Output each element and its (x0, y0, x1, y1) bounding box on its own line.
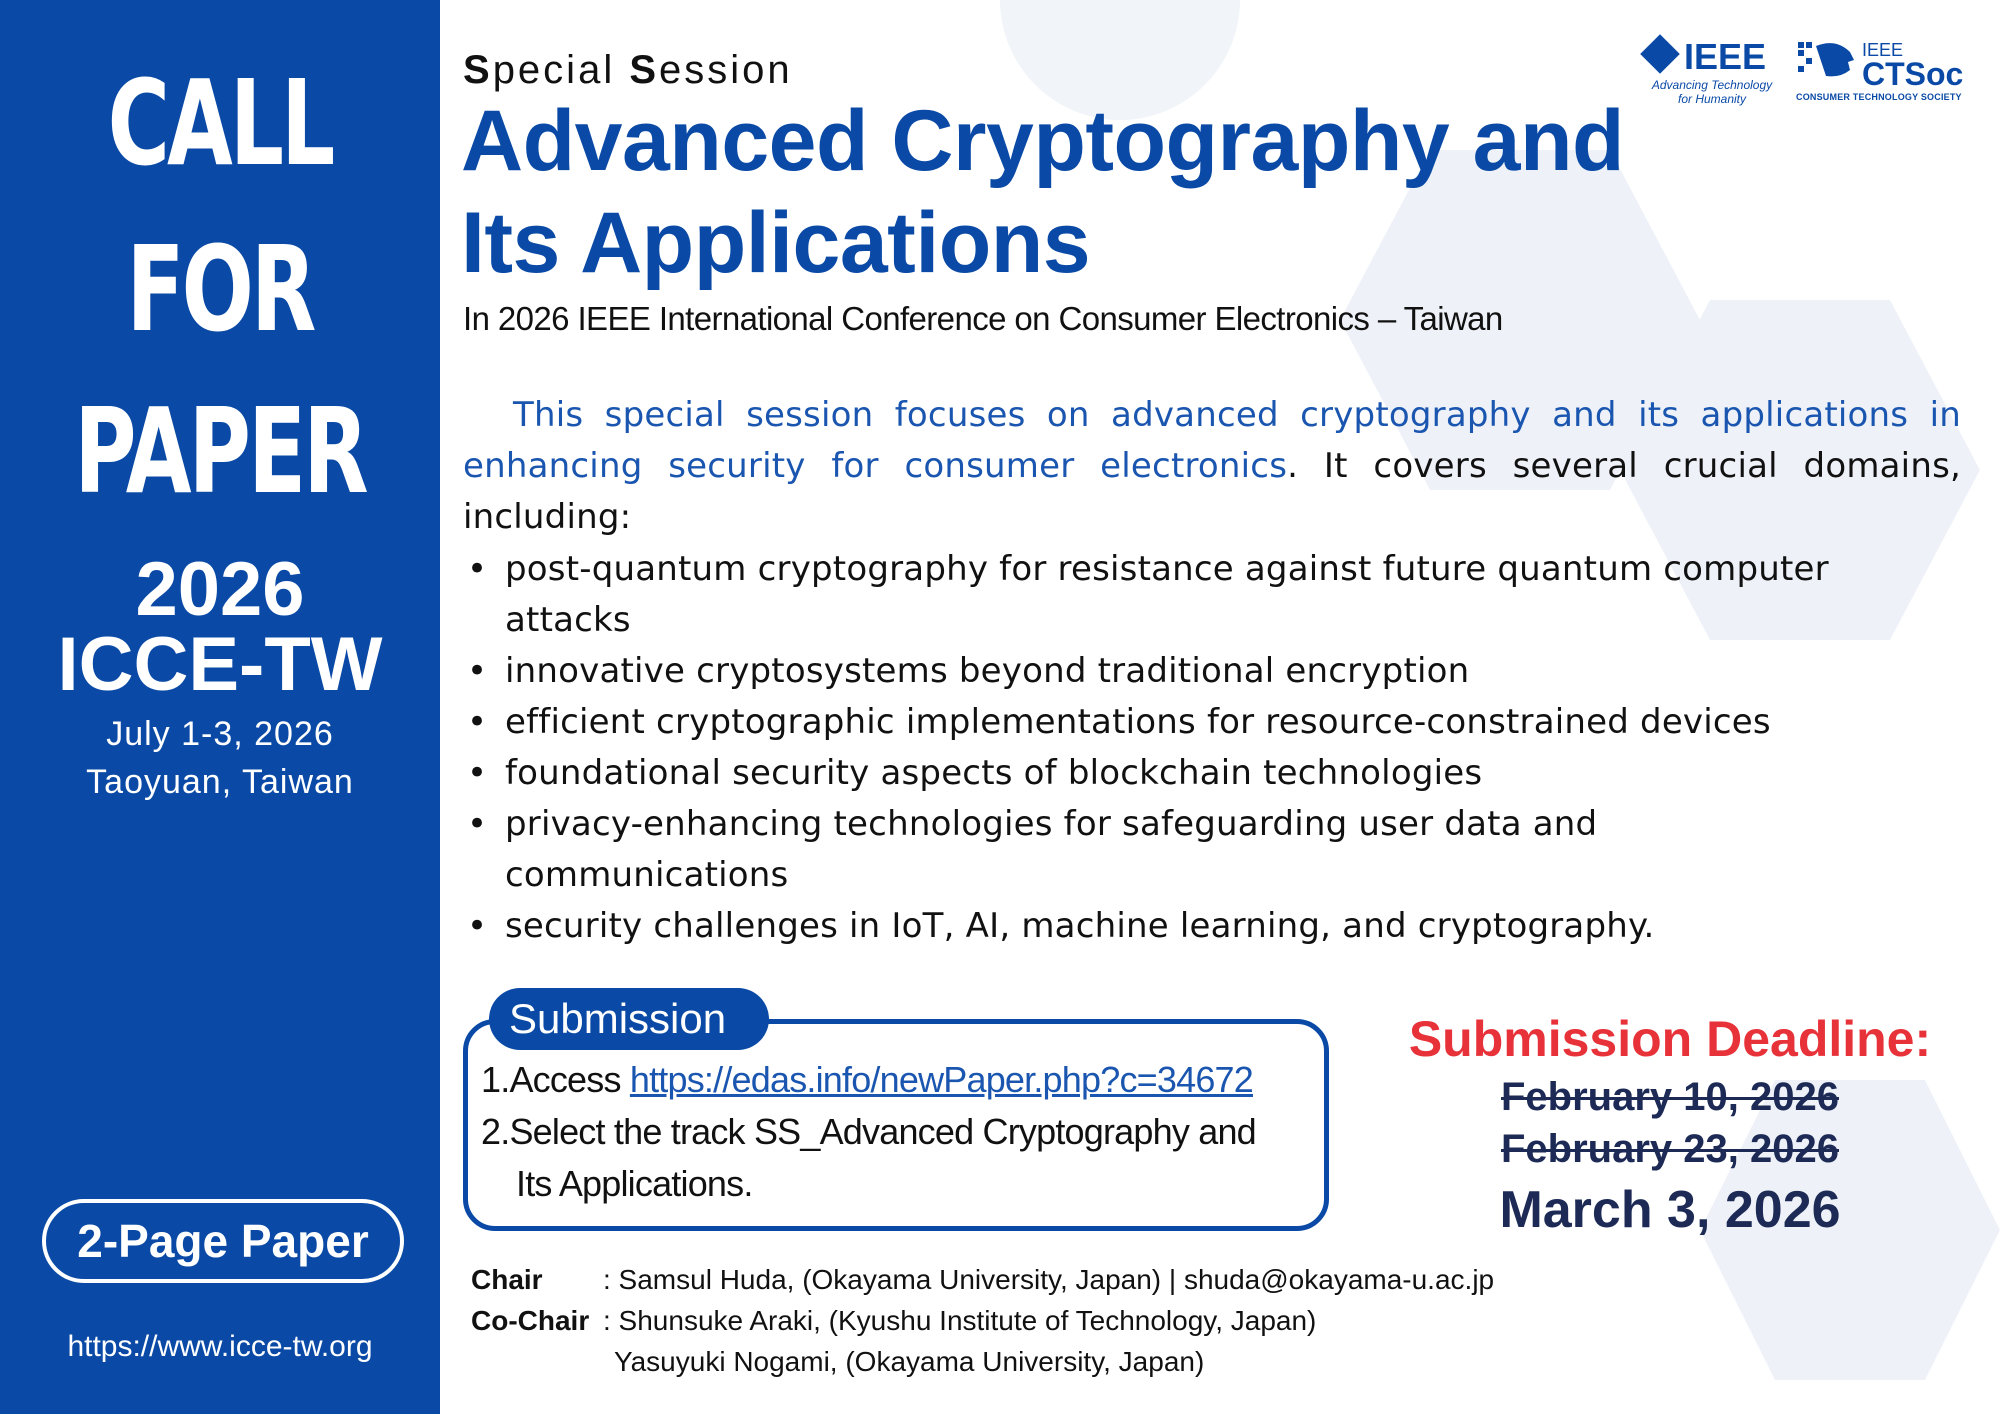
deadline-old-2: February 23, 2026 (1501, 1127, 1839, 1171)
bullet-icon: • (467, 804, 488, 844)
cochair-label: Co-Chair (471, 1305, 590, 1336)
bullet-icon: • (467, 753, 488, 793)
deadline-heading: Submission Deadline: (1408, 1011, 1932, 1067)
bullet-icon: • (467, 702, 488, 742)
edas-submission-link[interactable]: https://edas.info/newPaper.php?c=34672 (629, 1059, 1253, 1100)
session-title-line-1: Advanced Cryptography and (461, 93, 1625, 189)
intro-paragraph (463, 390, 1961, 543)
step-text: Select the track SS_Advanced Cryptography and (509, 1111, 1256, 1152)
cochair-details-2: Yasuyuki Nogami, (Okayama University, Japan) (614, 1346, 1205, 1377)
session-title-line-2: Its Applications (461, 195, 1091, 291)
chair-details: : Samsul Huda, (Okayama University, Japan) | shuda@okayama-u.ac.jp (603, 1264, 1495, 1295)
deadline-old-1: February 10, 2026 (1501, 1075, 1839, 1119)
topic-list (463, 544, 1963, 952)
step-number: 1. (481, 1059, 510, 1100)
list-item (463, 799, 1963, 901)
ctsoc-ieee-label: IEEE (1862, 40, 1904, 60)
session-kicker (463, 48, 793, 93)
submission-step-2-continued: Its Applications. (516, 1163, 753, 1204)
ctsoc-wordmark: CTSoc (1862, 56, 1964, 92)
list-item (463, 901, 1963, 952)
submission-step-2 (481, 1111, 1256, 1153)
chair-line (471, 1264, 543, 1296)
intro-rest: . It covers several crucial domains, including: (463, 446, 1961, 537)
cfp-line-paper: PAPER (74, 382, 366, 520)
kicker-word: pecial (492, 48, 630, 92)
conference-location: Taoyuan, Taiwan (86, 763, 354, 801)
ieee-tagline: for Humanity (1677, 92, 1747, 106)
conference-dates: July 1-3, 2026 (106, 715, 334, 753)
conference-url-link[interactable]: https://www.icce-tw.org (67, 1330, 373, 1363)
ieee-wordmark: IEEE (1684, 36, 1767, 77)
ctsoc-head-icon (1796, 38, 1858, 82)
ctsoc-logo (1796, 36, 1976, 116)
paper-type-badge: 2-Page Paper (42, 1199, 404, 1283)
topic-text: privacy-enhancing technologies for safeguarding user data and communications (505, 804, 1598, 895)
submission-step-1 (481, 1059, 1253, 1101)
kicker-initial: S (629, 48, 659, 92)
cochair-details-1: : Shunsuke Araki, (Kyushu Institute of Technology, Japan) (603, 1305, 1317, 1336)
topic-text: innovative cryptosystems beyond traditional encryption (505, 651, 1470, 691)
conference-full-name: In 2026 IEEE International Conference on Consumer Electronics – Taiwan (463, 300, 1503, 337)
topic-text: post-quantum cryptography for resistance against future quantum computer attacks (505, 549, 1829, 640)
kicker-word: ession (659, 48, 793, 92)
bullet-icon: • (467, 549, 488, 589)
conference-name: ICCE-TW (57, 622, 383, 707)
conference-year: 2026 (135, 547, 305, 632)
ctsoc-subtitle: CONSUMER TECHNOLOGY SOCIETY (1796, 92, 1962, 102)
topic-text: security challenges in IoT, AI, machine learning, and cryptography. (505, 906, 1655, 946)
left-sidebar (0, 0, 440, 1414)
deadline-current: March 3, 2026 (1499, 1181, 1841, 1239)
intro-highlight: This special session focuses on advanced cryptography and its applications in enhancing security for consumer electronics (463, 395, 1961, 486)
chair-label: Chair (471, 1264, 543, 1295)
logo-group (1644, 36, 1974, 116)
topic-text: foundational security aspects of blockchain technologies (505, 753, 1483, 793)
ieee-tagline: Advancing Technology (1651, 78, 1773, 92)
bullet-icon: • (467, 906, 488, 946)
cochair-line (471, 1305, 589, 1337)
submission-tab-label: Submission (489, 988, 769, 1050)
list-item (463, 544, 1963, 646)
topic-text: efficient cryptographic implementations for resource-constrained devices (505, 702, 1771, 742)
list-item (463, 748, 1963, 799)
step-text: Access (509, 1059, 630, 1100)
ieee-diamond-icon (1640, 34, 1680, 74)
cfp-line-for: FOR (126, 220, 314, 358)
list-item (463, 697, 1963, 748)
cfp-line-call: CALL (107, 54, 333, 192)
list-item (463, 646, 1963, 697)
ieee-logo (1644, 36, 1784, 116)
kicker-initial: S (463, 48, 493, 92)
step-number: 2. (481, 1111, 510, 1152)
bullet-icon: • (467, 651, 488, 691)
